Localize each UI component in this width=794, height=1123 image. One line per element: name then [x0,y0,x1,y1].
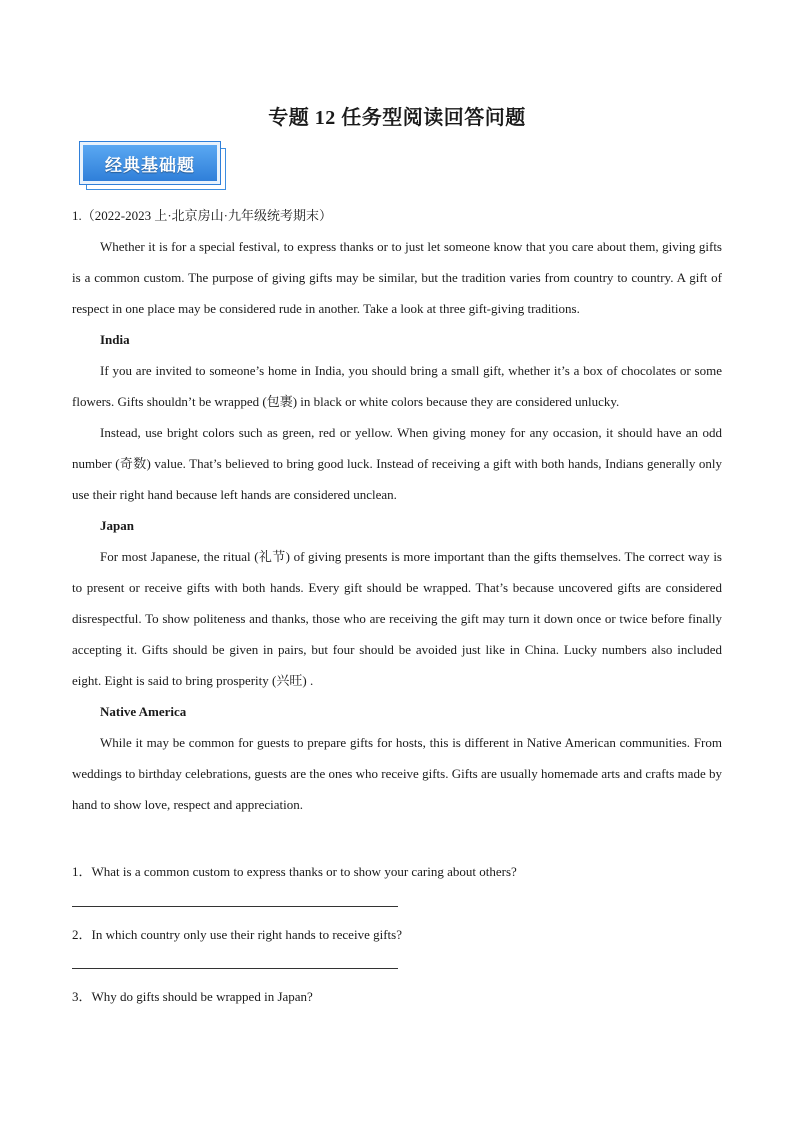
question-3: 3．Why do gifts should be wrapped in Japan? [72,989,313,1004]
question-2: 2．In which country only use their right hands to receive gifts? [72,927,402,942]
native-america-paragraph: While it may be common for guests to prepare gifts for hosts, this is different in Native American communities. From weddings to birthday celebrations, guests are the ones who receive gifts. Gifts are usually homemade arts and crafts made by hand to show love, respect and appreciation. [72,735,722,812]
question-1: 1．What is a common custom to express thanks or to show your caring about others? [72,864,517,879]
answer-line-1[interactable] [72,906,398,907]
japan-heading: Japan [100,518,134,533]
intro-paragraph: Whether it is for a special festival, to express thanks or to just let someone know that you care about them, giving gifts is a common custom. The purpose of giving gifts may be similar, but the tradition varies from country to country. A gift of respect in one place may be considered rude in another. Take a look at three gift-giving traditions. [72,239,722,316]
answer-line-2[interactable] [72,968,398,969]
section-badge [80,142,228,192]
native-america-heading: Native America [100,704,187,719]
page-title: 专题 12 任务型阅读回答问题 [268,107,526,129]
india-paragraph-2: Instead, use bright colors such as green, red or yellow. When giving money for any occasion, it should have an odd number (奇数) value. That’s believed to bring good luck. Instead of receiving a gift with both hands, Indians generally only use their right hand because left hands are considered unclean. [72,425,722,502]
india-paragraph-1: If you are invited to someone’s home in India, you should bring a small gift, whether it’s a box of chocolates or some flowers. Gifts shouldn’t be wrapped (包裹) in black or white colors because they are considered unlucky. [72,363,722,409]
india-heading: India [100,332,130,347]
badge-box [80,142,220,184]
japan-paragraph: For most Japanese, the ritual (礼节) of giving presents is more important than the gifts themselves. The correct way is to present or receive gifts with both hands. Every gift should be wrapped. That’s because uncovered gifts are considered disrespectful. To show politeness and thanks, those who are receiving the gift may turn it down once or twice before finally accepting it. Gifts should be given in pairs, but four should be avoided just like in China. Lucky numbers also included eight. Eight is said to bring prosperity (兴旺) . [72,549,722,688]
reading-passage [72,200,722,820]
question-source: 1.（2022-2023 上·北京房山·九年级统考期末） [72,208,332,223]
badge-label: 经典基础题 [105,155,195,176]
